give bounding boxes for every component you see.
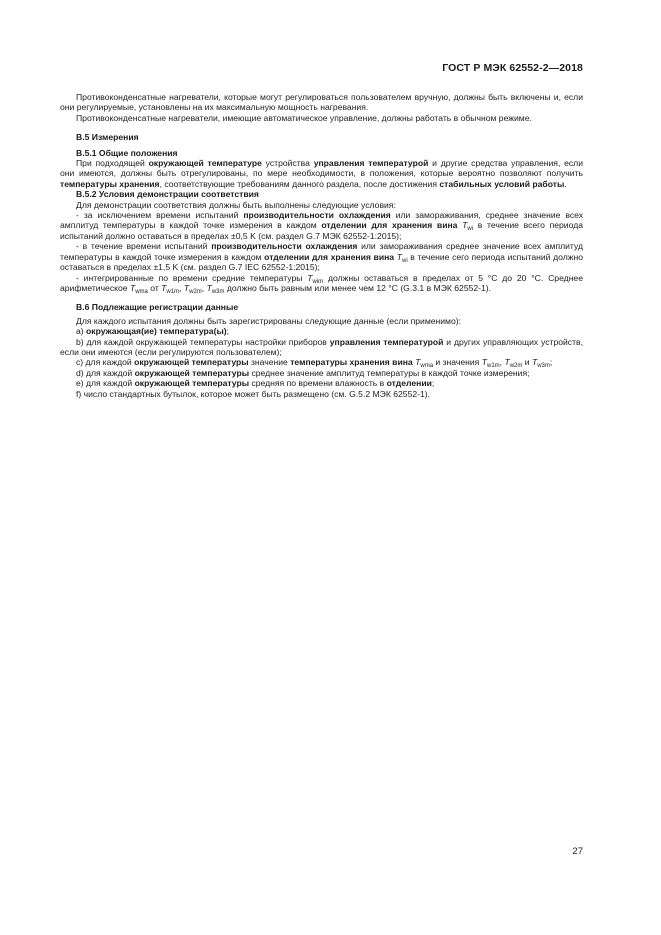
- section-b52-heading: B.5.2 Условия демонстрации соответствия: [76, 189, 259, 200]
- section-b51-heading: B.5.1 Общие положения: [76, 147, 178, 158]
- list-item-condition-1: - за исключением времени испытаний производительности охлаждения или замораживания, среднее значение всех амплитуд температуры в каждой точке измерения в каждом отделении для хранения вина $T_{wi}$ в течение всего периода испытаний должно оставаться в пределах ±0,5 K (см. раздел G.7 МЭК 62552-1:2015);: [60, 210, 584, 241]
- section-b6-heading: B.6 Подлежащие регистрации данные: [76, 302, 239, 313]
- list-item-d: d) для каждой окружающей температуры среднее значение амплитуд температуры в каждой точке измерения;: [76, 367, 530, 378]
- list-item-b: b) для каждой окружающей температуры настройки приборов управления температурой и других управляющих устройств, если они имеются (если регулируются пользователем);: [60, 336, 583, 357]
- document-header: ГОСТ Р МЭК 62552-2—2018: [442, 62, 583, 74]
- paragraph-heaters-auto: Противоконденсатные нагреватели, имеющие автоматическое управление, должны работать в обычном режиме.: [76, 112, 532, 123]
- paragraph-heaters-manual: Противоконденсатные нагреватели, которые могут регулироваться пользователем вручную, должны быть включены и, если они регулируемые, установлены на их максимальную мощность нагревания.: [60, 92, 583, 113]
- list-item-condition-3: - интегрированные по времени средние температуры $T_{wim}$ должны оставаться в пределах от 5 °C до 20 °C. Среднее арифметическое $T_{wma}$ от $T_{w1m}$, $T_{w2m}$, $T_{w3m}$ должно быть равным или менее чем 12 °C (G.3.1 в МЭК 62552-1).: [60, 272, 583, 295]
- paragraph-b6-intro: Для каждого испытания должны быть зарегистрированы следующие данные (если применимо):: [76, 315, 461, 326]
- list-item-e: e) для каждой окружающей температуры средняя по времени влажность в отделении;: [76, 378, 435, 389]
- list-item-a: a) окружающая(ие) температура(ы);: [76, 326, 230, 337]
- list-item-c: c) для каждой окружающей температуры значение температуры хранения вина $T_{wma}$ и значения $T_{w1m}$, $T_{w2m}$ и $T_{w3m}$;: [76, 357, 553, 370]
- section-b5-heading: B.5 Измерения: [76, 132, 139, 143]
- paragraph-b51: При подходящей окружающей температуре устройства управления температурой и другие средства управления, если они имеются, должны быть отрегулированы, по мере необходимости, в положения, которые вероятно позволяют получить температуры хранения, соответствующие требованиям данного раздела, после достижения стабильных условий работы.: [60, 158, 584, 189]
- page-content: [60, 92, 583, 399]
- list-item-f: f) число стандартных бутылок, которое может быть размещено (см. G.5.2 МЭК 62552-1).: [76, 388, 431, 399]
- paragraph-b52-intro: Для демонстрации соответствия должны быть выполнены следующие условия:: [76, 199, 396, 210]
- page-number: 27: [572, 846, 583, 857]
- list-item-condition-2: - в течение времени испытаний производительности охлаждения или замораживания среднее значение всех амплитуд температуры в каждой точке измерения в каждом отделении для хранения вина $T_{wi}$ в течение сего периода испытаний должно оставаться в пределах ±1,5 K (см. раздел G.7 IEC 62552-1:2015);: [60, 241, 583, 273]
